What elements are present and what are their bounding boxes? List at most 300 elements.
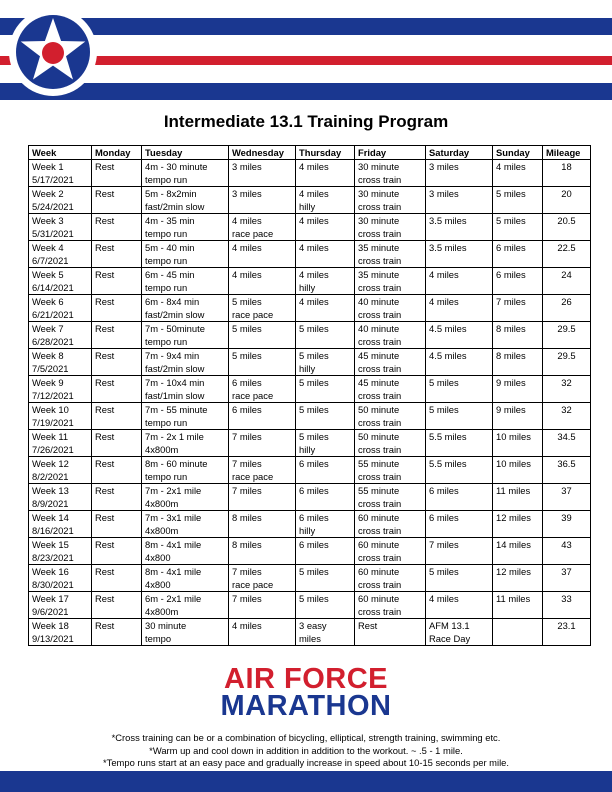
cell-sunday: [493, 241, 543, 268]
cell-saturday-line1: 4.5 miles: [429, 350, 467, 361]
cell-mileage-line1: 32: [561, 377, 572, 388]
cell-mileage-line1: 29.5: [557, 350, 576, 361]
cell-saturday: [426, 511, 493, 538]
cell-monday: [92, 403, 142, 430]
cell-week-line1: Week 4: [32, 242, 64, 253]
cell-week-line2: 7/19/2021: [32, 417, 74, 428]
cell-friday-line1: 35 minute: [358, 269, 400, 280]
cell-week-line1: Week 11: [32, 431, 69, 442]
cell-tuesday: [142, 376, 229, 403]
cell-friday-line1: 55 minute: [358, 458, 400, 469]
cell-thursday: [296, 268, 355, 295]
cell-saturday-line1: 7 miles: [429, 539, 459, 550]
cell-sunday: [493, 565, 543, 592]
cell-monday-line1: Rest: [95, 323, 115, 334]
cell-mileage: [543, 511, 591, 538]
cell-week: [29, 565, 92, 592]
cell-week-line1: Week 7: [32, 323, 64, 334]
cell-sunday: [493, 187, 543, 214]
footnote-cross-training: *Cross training can be or a combination of bicycling, elliptical, strength training, swimming etc.: [111, 732, 501, 743]
cell-monday: [92, 511, 142, 538]
cell-mileage: [543, 241, 591, 268]
cell-tuesday: [142, 565, 229, 592]
cell-friday: [355, 403, 426, 430]
cell-sunday: [493, 484, 543, 511]
cell-wednesday-line1: 5 miles: [232, 323, 262, 334]
cell-wednesday: [229, 457, 296, 484]
cell-sunday-line1: 8 miles: [496, 350, 526, 361]
cell-saturday: [426, 349, 493, 376]
cell-mileage-line1: 20: [561, 188, 572, 199]
cell-sunday-line1: 14 miles: [496, 539, 531, 550]
table-row: [29, 592, 591, 619]
col-friday: Friday: [355, 146, 426, 160]
cell-friday-line2: cross train: [358, 417, 402, 428]
cell-friday-line2: cross train: [358, 390, 402, 401]
cell-week-line1: Week 10: [32, 404, 69, 415]
cell-friday: [355, 592, 426, 619]
cell-wednesday: [229, 565, 296, 592]
cell-wednesday-line1: 7 miles: [232, 566, 262, 577]
cell-wednesday-line1: 7 miles: [232, 593, 262, 604]
cell-tuesday-line2: 4x800m: [145, 498, 179, 509]
cell-thursday-line2: hilly: [299, 444, 316, 455]
table-row: [29, 484, 591, 511]
cell-sunday-line1: 7 miles: [496, 296, 526, 307]
table-row: [29, 214, 591, 241]
cell-saturday: [426, 565, 493, 592]
cell-friday: [355, 565, 426, 592]
training-table: [28, 145, 591, 646]
cell-friday: [355, 241, 426, 268]
table-row: [29, 619, 591, 646]
cell-tuesday: [142, 430, 229, 457]
cell-tuesday-line2: fast/1min slow: [145, 390, 205, 401]
cell-tuesday: [142, 295, 229, 322]
table-row: [29, 538, 591, 565]
cell-wednesday-line2: race pace: [232, 471, 274, 482]
cell-friday: [355, 322, 426, 349]
col-week: Week: [29, 146, 92, 160]
cell-monday-line1: Rest: [95, 512, 115, 523]
cell-wednesday-line2: race pace: [232, 579, 274, 590]
cell-week-line1: Week 9: [32, 377, 64, 388]
cell-monday-line1: Rest: [95, 242, 115, 253]
cell-mileage-line1: 22.5: [557, 242, 576, 253]
cell-thursday-line1: 4 miles: [299, 296, 329, 307]
cell-saturday-line2: Race Day: [429, 633, 471, 644]
cell-monday-line1: Rest: [95, 215, 115, 226]
cell-sunday: [493, 295, 543, 322]
cell-wednesday-line1: 7 miles: [232, 458, 262, 469]
cell-tuesday: [142, 538, 229, 565]
cell-tuesday-line1: 7m - 3x1 mile: [145, 512, 202, 523]
cell-thursday: [296, 457, 355, 484]
cell-sunday-line1: 6 miles: [496, 242, 526, 253]
cell-mileage: [543, 349, 591, 376]
cell-friday-line1: 30 minute: [358, 161, 400, 172]
cell-thursday-line1: 5 miles: [299, 377, 329, 388]
cell-sunday-line1: 6 miles: [496, 269, 526, 280]
cell-monday: [92, 160, 142, 187]
cell-week-line1: Week 13: [32, 485, 69, 496]
cell-tuesday: [142, 268, 229, 295]
cell-monday-line1: Rest: [95, 620, 115, 631]
cell-thursday: [296, 565, 355, 592]
cell-mileage: [543, 295, 591, 322]
roundel-star-icon: [9, 8, 97, 96]
cell-saturday: [426, 592, 493, 619]
cell-thursday-line1: 4 miles: [299, 215, 329, 226]
cell-thursday-line1: 6 miles: [299, 458, 329, 469]
table-row: [29, 403, 591, 430]
cell-tuesday-line2: fast/2min slow: [145, 309, 205, 320]
cell-mileage-line1: 39: [561, 512, 572, 523]
cell-saturday-line1: 5.5 miles: [429, 431, 467, 442]
cell-thursday: [296, 619, 355, 646]
cell-tuesday-line1: 7m - 50minute: [145, 323, 205, 334]
cell-tuesday-line1: 8m - 4x1 mile: [145, 566, 202, 577]
cell-saturday-line1: 3.5 miles: [429, 242, 467, 253]
cell-monday: [92, 565, 142, 592]
cell-tuesday-line2: 4x800: [145, 579, 171, 590]
cell-friday-line2: cross train: [358, 228, 402, 239]
cell-friday: [355, 511, 426, 538]
cell-wednesday-line1: 7 miles: [232, 485, 262, 496]
cell-mileage: [543, 376, 591, 403]
cell-friday-line2: cross train: [358, 444, 402, 455]
cell-week: [29, 484, 92, 511]
cell-tuesday-line2: tempo run: [145, 282, 188, 293]
col-sunday: Sunday: [493, 146, 543, 160]
cell-friday: [355, 268, 426, 295]
cell-week-line1: Week 17: [32, 593, 69, 604]
cell-friday-line2: cross train: [358, 174, 402, 185]
cell-tuesday-line1: 8m - 4x1 mile: [145, 539, 202, 550]
cell-tuesday-line2: fast/2min slow: [145, 363, 205, 374]
cell-week-line2: 5/24/2021: [32, 201, 74, 212]
cell-monday-line1: Rest: [95, 377, 115, 388]
cell-tuesday-line1: 6m - 45 min: [145, 269, 195, 280]
logo-line-1: AIR FORCE: [224, 663, 388, 695]
cell-thursday: [296, 376, 355, 403]
cell-friday-line2: cross train: [358, 552, 402, 563]
cell-tuesday-line1: 7m - 10x4 min: [145, 377, 205, 388]
cell-week-line2: 9/13/2021: [32, 633, 74, 644]
cell-wednesday: [229, 376, 296, 403]
cell-friday-line1: 50 minute: [358, 431, 400, 442]
cell-mileage: [543, 187, 591, 214]
cell-friday: [355, 295, 426, 322]
cell-week-line1: Week 16: [32, 566, 69, 577]
cell-friday-line1: 45 minute: [358, 350, 400, 361]
cell-thursday-line1: 4 miles: [299, 269, 329, 280]
cell-monday-line1: Rest: [95, 404, 115, 415]
cell-sunday-line1: 4 miles: [496, 161, 526, 172]
cell-friday-line1: 45 minute: [358, 377, 400, 388]
cell-friday-line1: Rest: [358, 620, 378, 631]
cell-tuesday-line1: 7m - 2x 1 mile: [145, 431, 204, 442]
cell-monday: [92, 457, 142, 484]
cell-week: [29, 619, 92, 646]
cell-monday: [92, 268, 142, 295]
cell-mileage-line1: 37: [561, 566, 572, 577]
cell-week-line2: 5/31/2021: [32, 228, 74, 239]
col-tuesday: Tuesday: [142, 146, 229, 160]
cell-week-line2: 6/14/2021: [32, 282, 74, 293]
cell-sunday-line1: 9 miles: [496, 377, 526, 388]
cell-thursday: [296, 430, 355, 457]
cell-week: [29, 430, 92, 457]
cell-saturday-line1: 3 miles: [429, 188, 459, 199]
cell-monday-line1: Rest: [95, 350, 115, 361]
cell-week-line1: Week 12: [32, 458, 69, 469]
cell-monday-line1: Rest: [95, 593, 115, 604]
footnotes: [0, 732, 612, 770]
cell-mileage: [543, 160, 591, 187]
cell-thursday: [296, 349, 355, 376]
cell-sunday: [493, 214, 543, 241]
table-row: [29, 160, 591, 187]
cell-tuesday-line1: 7m - 9x4 min: [145, 350, 200, 361]
cell-tuesday: [142, 160, 229, 187]
table-row: [29, 511, 591, 538]
cell-week-line1: Week 1: [32, 161, 64, 172]
cell-wednesday: [229, 430, 296, 457]
cell-saturday-line1: 5.5 miles: [429, 458, 467, 469]
cell-monday: [92, 430, 142, 457]
cell-saturday-line1: 5 miles: [429, 566, 459, 577]
cell-saturday: [426, 376, 493, 403]
cell-tuesday-line1: 5m - 8x2min: [145, 188, 197, 199]
cell-saturday-line1: AFM 13.1: [429, 620, 470, 631]
footer-stripe: [0, 771, 612, 792]
cell-thursday-line1: 5 miles: [299, 404, 329, 415]
cell-friday: [355, 376, 426, 403]
cell-week-line2: 7/12/2021: [32, 390, 74, 401]
cell-friday-line1: 50 minute: [358, 404, 400, 415]
cell-sunday-line1: 5 miles: [496, 215, 526, 226]
cell-week: [29, 214, 92, 241]
cell-mileage: [543, 592, 591, 619]
cell-wednesday-line1: 8 miles: [232, 512, 262, 523]
cell-week-line2: 8/2/2021: [32, 471, 69, 482]
cell-friday: [355, 430, 426, 457]
cell-thursday-line1: 4 miles: [299, 242, 329, 253]
cell-tuesday-line2: tempo run: [145, 417, 188, 428]
cell-saturday-line1: 4 miles: [429, 269, 459, 280]
cell-sunday-line1: 12 miles: [496, 566, 531, 577]
cell-saturday: [426, 538, 493, 565]
cell-saturday: [426, 268, 493, 295]
cell-friday-line2: cross train: [358, 282, 402, 293]
cell-saturday-line1: 5 miles: [429, 377, 459, 388]
cell-friday-line2: cross train: [358, 471, 402, 482]
col-monday: Monday: [92, 146, 142, 160]
cell-tuesday: [142, 511, 229, 538]
cell-monday-line1: Rest: [95, 539, 115, 550]
cell-wednesday-line1: 4 miles: [232, 269, 262, 280]
cell-tuesday: [142, 187, 229, 214]
cell-monday: [92, 241, 142, 268]
col-saturday: Saturday: [426, 146, 493, 160]
cell-sunday-line1: 10 miles: [496, 458, 531, 469]
cell-tuesday-line1: 5m - 40 min: [145, 242, 195, 253]
cell-friday-line2: cross train: [358, 606, 402, 617]
cell-sunday: [493, 457, 543, 484]
page-title: Intermediate 13.1 Training Program: [163, 112, 449, 131]
cell-monday-line1: Rest: [95, 458, 115, 469]
cell-saturday-line1: 3 miles: [429, 161, 459, 172]
cell-friday-line1: 55 minute: [358, 485, 400, 496]
cell-week: [29, 511, 92, 538]
cell-saturday: [426, 187, 493, 214]
cell-saturday: [426, 619, 493, 646]
cell-wednesday: [229, 511, 296, 538]
cell-saturday-line1: 4 miles: [429, 593, 459, 604]
cell-sunday-line1: 10 miles: [496, 431, 531, 442]
cell-thursday-line2: hilly: [299, 525, 316, 536]
cell-mileage: [543, 322, 591, 349]
cell-week-line1: Week 2: [32, 188, 64, 199]
cell-mileage-line1: 33: [561, 593, 572, 604]
cell-mileage: [543, 403, 591, 430]
cell-mileage: [543, 484, 591, 511]
table-row: [29, 457, 591, 484]
cell-thursday: [296, 295, 355, 322]
cell-wednesday-line1: 8 miles: [232, 539, 262, 550]
cell-thursday-line1: 6 miles: [299, 512, 329, 523]
cell-week-line1: Week 8: [32, 350, 64, 361]
table-row: [29, 376, 591, 403]
cell-wednesday: [229, 619, 296, 646]
cell-thursday: [296, 322, 355, 349]
cell-mileage: [543, 457, 591, 484]
cell-tuesday-line1: 30 minute: [145, 620, 187, 631]
footnote-warm-up: *Warm up and cool down in addition in addition to the workout. ~ .5 - 1 mile.: [149, 744, 463, 756]
cell-week-line1: Week 18: [32, 620, 69, 631]
cell-saturday-line1: 4 miles: [429, 296, 459, 307]
cell-week-line2: 5/17/2021: [32, 174, 74, 185]
cell-saturday-line1: 3.5 miles: [429, 215, 467, 226]
cell-thursday: [296, 403, 355, 430]
cell-monday-line1: Rest: [95, 566, 115, 577]
cell-mileage-line1: 29.5: [557, 323, 576, 334]
cell-week-line1: Week 15: [32, 539, 69, 550]
cell-monday: [92, 376, 142, 403]
cell-week-line2: 8/30/2021: [32, 579, 74, 590]
cell-thursday: [296, 241, 355, 268]
cell-friday: [355, 538, 426, 565]
cell-mileage: [543, 565, 591, 592]
cell-week-line2: 6/28/2021: [32, 336, 74, 347]
cell-monday: [92, 619, 142, 646]
cell-tuesday-line1: 6m - 2x1 mile: [145, 593, 202, 604]
cell-tuesday: [142, 619, 229, 646]
table-row: [29, 565, 591, 592]
cell-friday-line2: cross train: [358, 255, 402, 266]
cell-sunday-line1: 8 miles: [496, 323, 526, 334]
cell-monday: [92, 484, 142, 511]
cell-saturday: [426, 214, 493, 241]
cell-friday: [355, 619, 426, 646]
cell-thursday: [296, 484, 355, 511]
cell-thursday-line1: 6 miles: [299, 539, 329, 550]
cell-monday-line1: Rest: [95, 269, 115, 280]
cell-wednesday: [229, 592, 296, 619]
cell-wednesday: [229, 349, 296, 376]
cell-sunday: [493, 619, 543, 646]
cell-tuesday-line1: 7m - 2x1 mile: [145, 485, 202, 496]
cell-mileage-line1: 26: [561, 296, 572, 307]
cell-friday: [355, 349, 426, 376]
cell-wednesday-line2: race pace: [232, 309, 274, 320]
cell-week-line2: 9/6/2021: [32, 606, 69, 617]
cell-friday-line1: 60 minute: [358, 512, 400, 523]
cell-week-line2: 8/16/2021: [32, 525, 74, 536]
cell-friday: [355, 160, 426, 187]
cell-week-line1: Week 6: [32, 296, 64, 307]
cell-sunday-line1: 12 miles: [496, 512, 531, 523]
cell-wednesday-line1: 4 miles: [232, 215, 262, 226]
cell-friday: [355, 484, 426, 511]
cell-wednesday-line1: 6 miles: [232, 404, 262, 415]
cell-week: [29, 349, 92, 376]
cell-thursday-line2: miles: [299, 633, 321, 644]
cell-tuesday: [142, 403, 229, 430]
cell-saturday: [426, 295, 493, 322]
cell-tuesday-line1: 4m - 30 minute: [145, 161, 208, 172]
col-wednesday: Wednesday: [229, 146, 296, 160]
cell-friday-line2: cross train: [358, 201, 402, 212]
cell-monday-line1: Rest: [95, 188, 115, 199]
cell-wednesday: [229, 322, 296, 349]
cell-tuesday-line2: tempo run: [145, 228, 188, 239]
cell-tuesday-line1: 8m - 60 minute: [145, 458, 208, 469]
cell-saturday: [426, 322, 493, 349]
cell-friday-line1: 60 minute: [358, 566, 400, 577]
cell-friday-line2: cross train: [358, 498, 402, 509]
cell-week: [29, 538, 92, 565]
cell-wednesday-line2: race pace: [232, 228, 274, 239]
cell-monday: [92, 538, 142, 565]
cell-monday: [92, 349, 142, 376]
cell-tuesday-line2: 4x800m: [145, 525, 179, 536]
cell-saturday-line1: 6 miles: [429, 512, 459, 523]
cell-tuesday: [142, 214, 229, 241]
cell-wednesday: [229, 403, 296, 430]
cell-thursday-line1: 4 miles: [299, 188, 329, 199]
cell-wednesday: [229, 214, 296, 241]
cell-tuesday: [142, 349, 229, 376]
cell-tuesday-line1: 4m - 35 min: [145, 215, 195, 226]
cell-monday: [92, 592, 142, 619]
cell-week-line1: Week 3: [32, 215, 64, 226]
logo-line-2: MARATHON: [220, 690, 392, 722]
cell-tuesday-line1: 6m - 8x4 min: [145, 296, 200, 307]
table-header-row: [29, 146, 591, 160]
cell-friday-line1: 40 minute: [358, 296, 400, 307]
cell-wednesday-line1: 5 miles: [232, 350, 262, 361]
cell-saturday: [426, 457, 493, 484]
cell-wednesday-line1: 4 miles: [232, 242, 262, 253]
cell-tuesday: [142, 484, 229, 511]
table-row: [29, 349, 591, 376]
cell-week-line2: 8/9/2021: [32, 498, 69, 509]
cell-thursday-line1: 4 miles: [299, 161, 329, 172]
cell-mileage: [543, 619, 591, 646]
cell-week: [29, 376, 92, 403]
